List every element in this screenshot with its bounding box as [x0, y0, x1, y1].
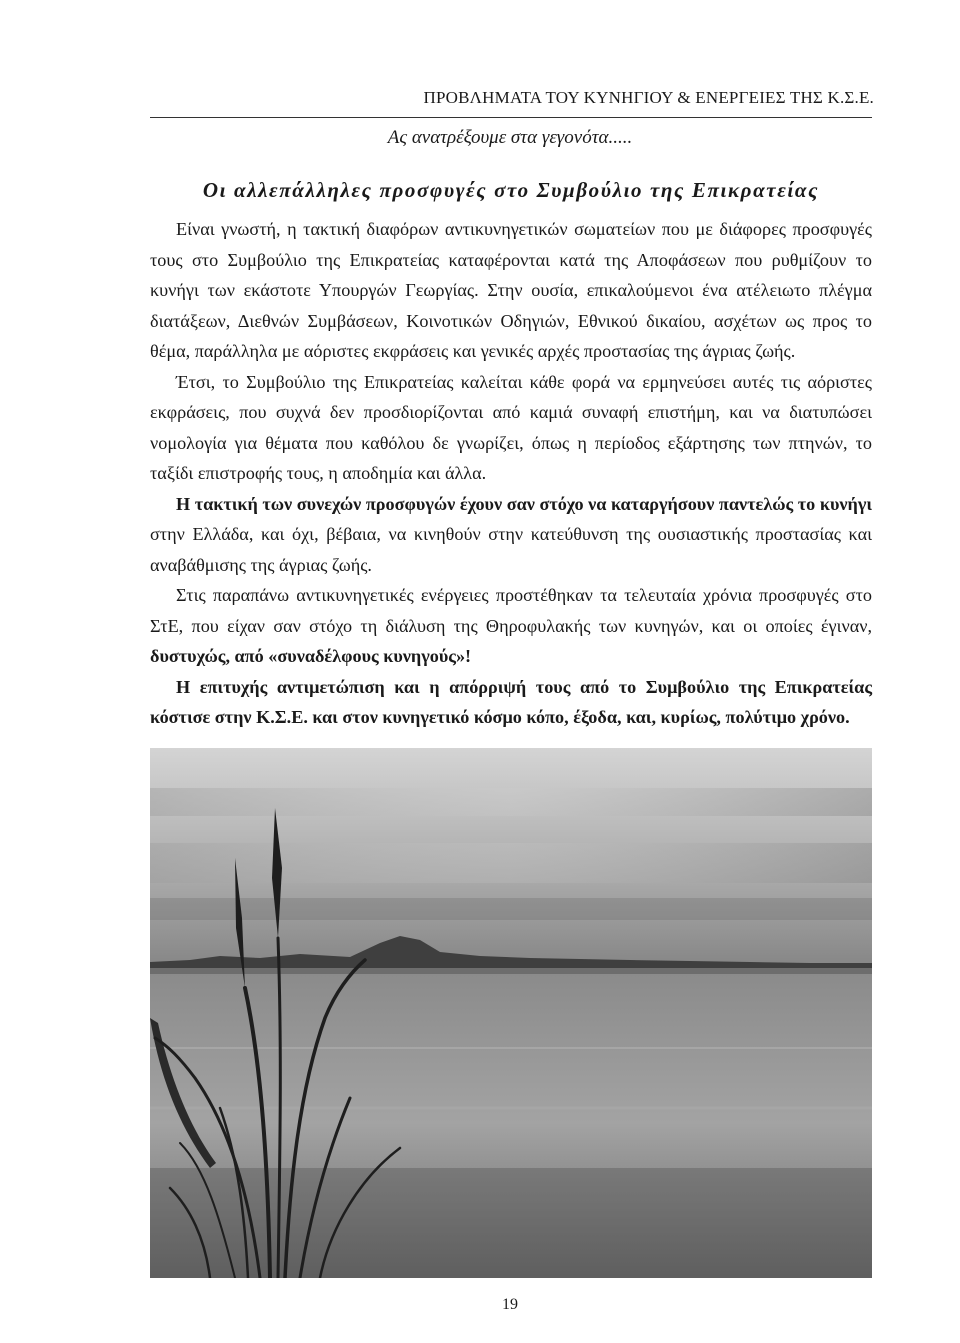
paragraph-4-text: Στις παραπάνω αντικυνηγετικές ενέργειες προστέθηκαν τα τελευταία χρόνια προσφυγές στο ΣτΕ, που είχαν σαν στόχο τη διάλυση της Θηροφυλακής των κυνηγών, και οι οποίες έγιναν, — [150, 585, 872, 636]
paragraph-2: Έτσι, το Συμβούλιο της Επικρατείας καλείται κάθε φορά να ερμηνεύσει αυτές τις αόριστες εκφράσεις, που συχνά δεν προσδιορίζονται από καμιά συναφή επιστήμη, και να διατυπώσει νομολογία για θέματα που καθόλου δε γνωρίζει, όπως η περίοδος εξάρτησης των πτηνών, το ταξίδι επιστροφής τους, η αποδημία και άλλα. — [150, 371, 872, 483]
wetland-photo-image — [150, 748, 872, 1278]
paragraph-3-text: στην Ελλάδα, και όχι, βέβαια, να κινηθούν στην κατεύθυνση της ουσιαστικής προστασίας και αναβάθμισης της άγριας ζωής. — [150, 524, 872, 575]
paragraph-1: Είναι γνωστή, η τακτική διαφόρων αντικυνηγετικών σωματείων που με διάφορες προσφυγές τους στο Συμβούλιο της Επικρατείας καταφέρονται κατά της Αποφάσεων που ρυθμίζουν το κυνήγι των εκάστοτε Υπουργών Γεωργίας. Στην ουσία, επικαλούμενοι ένα ατέλειωτο πλέγμα διατάξεων, Διεθνών Συμβάσεων, Κοινοτικών Οδηγιών, Εθνικού δικαίου, ασχέτων ως προς το θέμα, παράλληλα με αόριστες εκφράσεις και γενικές αρχές προστασίας της άγριας ζωής. — [150, 219, 872, 361]
paragraph-4 — [150, 580, 872, 672]
page-subtitle: Ας ανατρέξουμε στα γεγονότα..... — [387, 127, 633, 148]
paragraph-5 — [150, 672, 872, 733]
paragraph-5-bold: Η επιτυχής αντιμετώπιση και η απόρριψή τους από το Συμβούλιο της Επικρατείας κόστισε στην Κ.Σ.Ε. και στον κυνηγετικό κόσμο κόπο, έξοδα, και, κυρίως, πολύτιμο χρόνο. — [150, 676, 872, 727]
running-header: ΠΡΟΒΛΗΜΑΤΑ ΤΟΥ ΚΥΝΗΓΙΟΥ & ΕΝΕΡΓΕΙΕΣ ΤΗΣ Κ.Σ.Ε. — [423, 88, 874, 107]
paragraph-3-bold: Η τακτική των συνεχών προσφυγών έχουν σαν στόχο να καταργήσουν παντελώς το κυνήγι — [176, 493, 872, 514]
article-body — [150, 214, 872, 733]
wetland-photo — [150, 748, 872, 1278]
section-title: Οι αλλεπάλληλες προσφυγές στο Συμβούλιο της Επικρατείας — [202, 178, 820, 202]
page-number: 19 — [502, 1296, 518, 1313]
paragraph-4-bold: δυστυχώς, από «συναδέλφους κυνηγούς»! — [150, 646, 472, 666]
header-divider — [150, 117, 872, 118]
paragraph-3 — [150, 489, 872, 581]
